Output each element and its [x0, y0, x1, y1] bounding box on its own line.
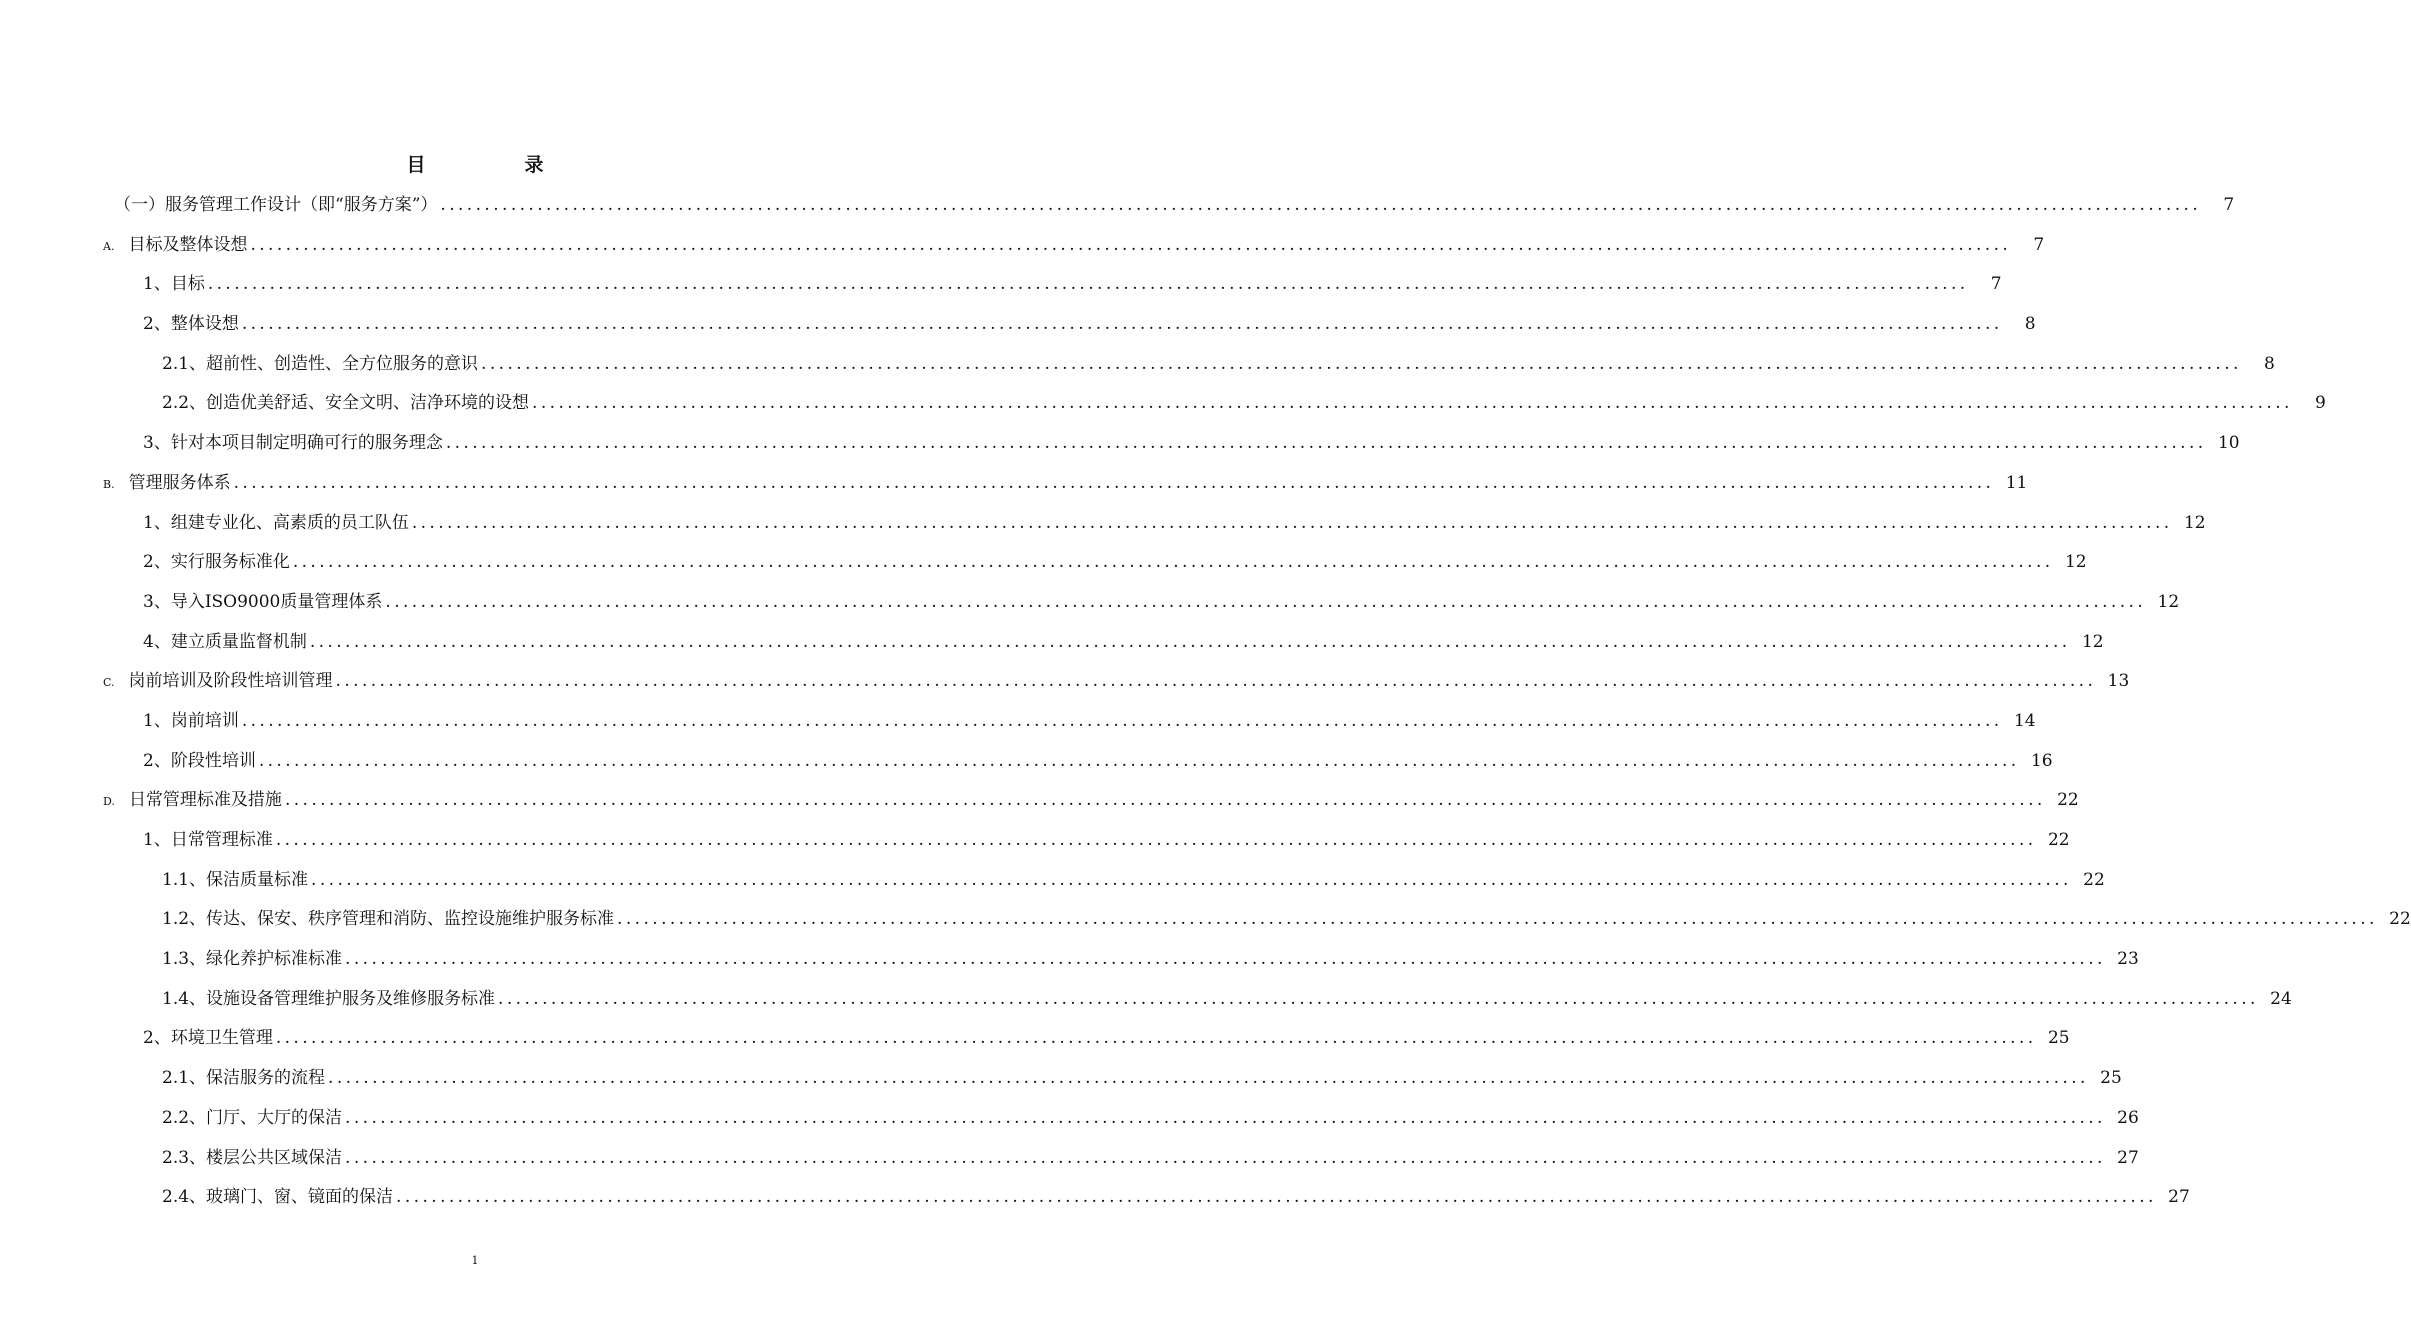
toc-dot-leader: ........................................................................................................................................................................................................: [411, 512, 2173, 533]
toc-entry-text: 2、环境卫生管理: [143, 1028, 273, 1049]
toc-entry[interactable]: [162, 900, 2411, 940]
toc-entry-page: 8: [2263, 353, 2275, 374]
toc-dot-leader: ........................................................................................................................................................................................................: [617, 909, 2378, 930]
toc-entry[interactable]: [143, 424, 2240, 464]
toc-entry-text: 1.4、设施设备管理维护服务及维修服务标准: [162, 988, 496, 1009]
toc-entry-text: 日常管理标准及措施: [128, 790, 282, 811]
toc-dot-leader: ........................................................................................................................................................................................................: [292, 552, 2054, 573]
toc-entry-text: 3、针对本项目制定明确可行的服务理念: [143, 433, 443, 454]
toc-entry-text: 2.3、楼层公共区域保洁: [162, 1147, 343, 1168]
toc-dot-leader: ........................................................................................................................................................................................................: [532, 393, 2293, 414]
toc-entry-text: 1、日常管理标准: [143, 830, 273, 850]
toc-entry[interactable]: [162, 861, 2105, 901]
toc-dot-leader: ........................................................................................................................................................................................................: [311, 869, 2072, 890]
toc-dot-leader: ........................................................................................................................................................................................................: [241, 710, 2003, 731]
toc-dot-leader: ........................................................................................................................................................................................................: [233, 472, 1995, 493]
toc-dot-leader: ........................................................................................................................................................................................................: [275, 830, 2037, 850]
toc-entry-page: 11: [2005, 472, 2028, 493]
toc-dot-leader: ........................................................................................................................................................................................................: [241, 314, 2003, 335]
toc-entry-text: 1、组建专业化、高素质的员工队伍: [143, 512, 409, 533]
toc-entry[interactable]: [143, 583, 2180, 623]
toc-entry[interactable]: [103, 781, 2079, 821]
toc-entry-text: 2、实行服务标准化: [143, 552, 290, 573]
toc-entry-text: 2.4、玻璃门、窗、镜面的保洁: [162, 1187, 394, 1208]
toc-entry[interactable]: [162, 940, 2139, 980]
toc-entry-prefix: D.: [103, 795, 115, 809]
toc-dot-leader: ........................................................................................................................................................................................................: [284, 790, 2046, 811]
page-number: 1: [471, 1254, 479, 1267]
toc-dot-leader: ........................................................................................................................................................................................................: [258, 750, 2020, 771]
toc-entry-page: 7: [2223, 195, 2235, 215]
toc-entry-page: 22: [2057, 790, 2079, 811]
toc-entry-text: 2、阶段性培训: [143, 750, 256, 771]
toc-entry-text: 1.2、传达、保安、秩序管理和消防、监控设施维护服务标准: [162, 909, 615, 930]
toc-entry-text: 2.1、保洁服务的流程: [162, 1068, 326, 1089]
toc-entry-page: 23: [2117, 949, 2139, 970]
toc-entry-page: 25: [2047, 1028, 2070, 1049]
toc-dot-leader: ........................................................................................................................................................................................................: [335, 671, 2097, 692]
toc-dot-leader: ........................................................................................................................................................................................................: [445, 433, 2207, 454]
toc-entry-page: 9: [2314, 393, 2326, 414]
toc-entry-page: 16: [2030, 750, 2053, 771]
toc-entry[interactable]: [143, 821, 2070, 861]
toc-entry-text: 管理服务体系: [128, 472, 231, 493]
toc-entry-page: 27: [2168, 1187, 2190, 1208]
toc-entry-text: 1、目标: [143, 274, 205, 295]
toc-entry-text: 3、导入ISO9000质量管理体系: [143, 591, 383, 612]
toc-entry-prefix: C.: [103, 676, 115, 690]
toc-entry-page: 13: [2107, 671, 2130, 692]
toc-entry-text: 2、整体设想: [143, 314, 239, 335]
toc-entry-page: 12: [2081, 631, 2104, 652]
toc-entry-page: 14: [2013, 710, 2036, 731]
toc-entry-page: 7: [1990, 274, 2002, 295]
toc-entry[interactable]: [103, 464, 2028, 504]
toc-dot-leader: ........................................................................................................................................................................................................: [481, 353, 2242, 374]
toc-entry[interactable]: [162, 1059, 2122, 1099]
toc-entry-text: 1.1、保洁质量标准: [162, 869, 309, 890]
toc-entry-text: 4、建立质量监督机制: [143, 631, 307, 652]
toc-entry[interactable]: [143, 1019, 2070, 1059]
toc-entry[interactable]: [143, 504, 2206, 544]
toc-dot-leader: ........................................................................................................................................................................................................: [309, 631, 2071, 652]
toc-dot-leader: ........................................................................................................................................................................................................: [440, 195, 2202, 215]
toc-entry-page: 22: [2047, 830, 2070, 850]
toc-entry-text: （一）服务管理工作设计（即“服务方案”）: [114, 195, 438, 215]
toc-entry[interactable]: [103, 226, 2045, 266]
toc-entry-page: 12: [2157, 591, 2180, 612]
toc-dot-leader: ........................................................................................................................................................................................................: [396, 1187, 2157, 1208]
toc-entry[interactable]: [143, 702, 2036, 742]
toc-dot-leader: ........................................................................................................................................................................................................: [250, 234, 2012, 255]
table-of-contents: [0, 186, 2411, 1218]
toc-entry[interactable]: [162, 980, 2292, 1020]
toc-entry[interactable]: [143, 305, 2036, 345]
toc-entry-page: 12: [2183, 512, 2206, 533]
toc-entry-text: 2.2、门厅、大厅的保洁: [162, 1107, 343, 1128]
toc-entry-page: 12: [2064, 552, 2087, 573]
toc-entry-page: 27: [2117, 1147, 2139, 1168]
toc-entry[interactable]: [103, 662, 2130, 702]
toc-entry[interactable]: [143, 543, 2087, 583]
toc-entry-page: 22: [2083, 869, 2105, 890]
toc-entry-text: 1、岗前培训: [143, 710, 239, 731]
toc-entry[interactable]: [143, 265, 2002, 305]
toc-entry-page: 22: [2389, 909, 2411, 930]
toc-dot-leader: ........................................................................................................................................................................................................: [498, 988, 2259, 1009]
toc-entry-page: 24: [2270, 988, 2292, 1009]
toc-entry[interactable]: [143, 623, 2104, 663]
toc-entry-prefix: B.: [103, 477, 115, 491]
toc-entry-page: 25: [2100, 1068, 2122, 1089]
toc-entry-text: 2.1、超前性、创造性、全方位服务的意识: [162, 353, 479, 374]
toc-entry[interactable]: [162, 345, 2275, 385]
toc-dot-leader: ........................................................................................................................................................................................................: [345, 1147, 2106, 1168]
toc-entry-page: 26: [2117, 1107, 2139, 1128]
toc-entry-page: 10: [2217, 433, 2240, 454]
toc-entry[interactable]: [162, 1099, 2139, 1139]
toc-dot-leader: ........................................................................................................................................................................................................: [328, 1068, 2089, 1089]
toc-title: 目 录: [406, 154, 584, 176]
toc-entry[interactable]: [162, 384, 2326, 424]
toc-entry-text: 1.3、绿化养护标准标准: [162, 949, 343, 970]
toc-entry[interactable]: [143, 742, 2053, 782]
toc-dot-leader: ........................................................................................................................................................................................................: [207, 274, 1969, 295]
toc-entry[interactable]: [162, 1139, 2139, 1179]
toc-dot-leader: ........................................................................................................................................................................................................: [385, 591, 2147, 612]
toc-entry[interactable]: [162, 1178, 2190, 1218]
toc-entry-text: 2.2、创造优美舒适、安全文明、洁净环境的设想: [162, 393, 530, 414]
toc-dot-leader: ........................................................................................................................................................................................................: [345, 949, 2106, 970]
toc-dot-leader: ........................................................................................................................................................................................................: [345, 1107, 2106, 1128]
toc-entry-page: 7: [2033, 234, 2045, 255]
toc-entry-text: 目标及整体设想: [128, 234, 248, 255]
toc-entry-prefix: A.: [103, 239, 115, 253]
toc-dot-leader: ........................................................................................................................................................................................................: [275, 1028, 2037, 1049]
toc-entry[interactable]: [114, 186, 2235, 226]
toc-entry-page: 8: [2024, 314, 2036, 335]
toc-entry-text: 岗前培训及阶段性培训管理: [128, 671, 333, 692]
